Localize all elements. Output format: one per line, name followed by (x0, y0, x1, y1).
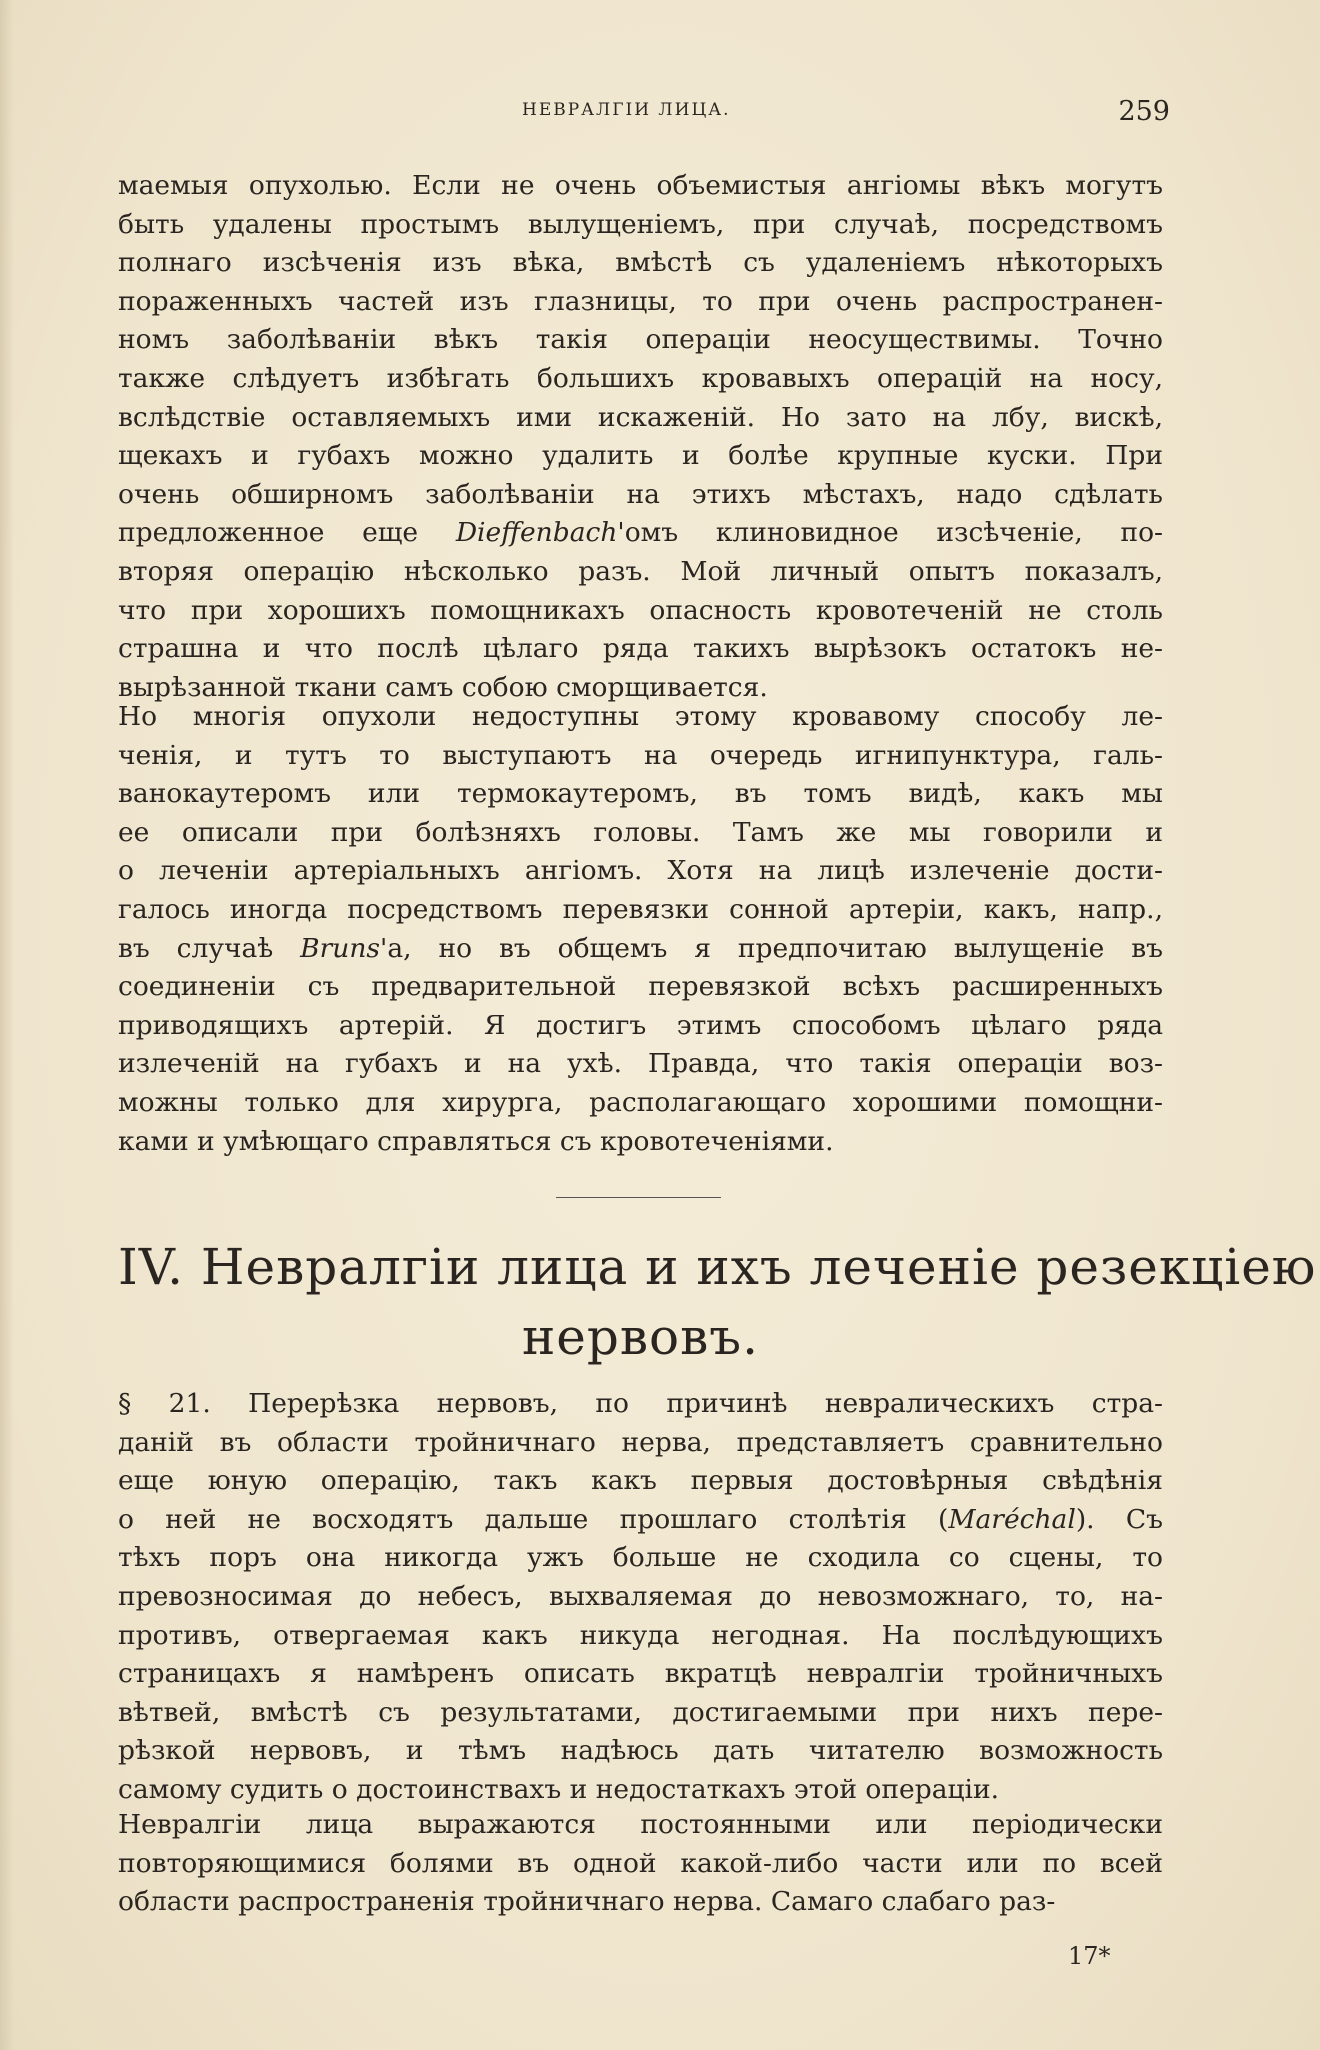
paragraph-3-line (118, 1501, 1163, 1540)
chapter-title-line-2: нервовъ. (521, 1308, 760, 1366)
page-edge-shadow (0, 0, 14, 2050)
chapter-title-line-1: IV. Невралгіи лица и ихъ леченіе резекціею (118, 1238, 1317, 1296)
paragraph-3-line: вѣтвей, вмѣстѣ съ результатами, достигаемыми при нихъ пере- (118, 1696, 1163, 1728)
paragraph-1-line: очень обширномъ заболѣваніи на этихъ мѣстахъ, надо сдѣлать (118, 478, 1163, 510)
page-number: 259 (1118, 96, 1170, 127)
paragraph-3-line: превозносимая до небесъ, выхваляемая до невозможнаго, то, на- (118, 1580, 1163, 1612)
paragraph-3-line: еще юную операцію, такъ какъ первыя достовѣрныя свѣдѣнія (118, 1465, 1163, 1497)
paragraph-4-line: повторяющимися болями въ одной какой-либо части или по всей (118, 1847, 1163, 1879)
text-run: ). Съ (1075, 1503, 1163, 1535)
paragraph-1-line: щекахъ и губахъ можно удалить и болѣе крупные куски. При (118, 440, 1163, 472)
page-header (170, 96, 1170, 136)
paragraph-1-line: маемыя опухолью. Если не очень объемистыя ангіомы вѣкъ могутъ (118, 170, 1163, 201)
paragraph-1-line: вторяя операцію нѣсколько разъ. Мой личный опытъ показалъ, (118, 555, 1163, 587)
paragraph-3-line: противъ, отвергаемая какъ никуда негодная. На послѣдующихъ (118, 1619, 1163, 1651)
paragraph-2-line: галось иногда посредствомъ перевязки сонной артеріи, какъ, напр., (118, 893, 1163, 925)
paragraph-1-line: что при хорошихъ помощникахъ опасность кровотеченій не столь (118, 594, 1163, 626)
running-head: НЕВРАЛГІИ ЛИЦА. (522, 100, 731, 120)
paragraph-1-line: номъ заболѣваніи вѣкъ такія операціи неосуществимы. Точно (118, 324, 1163, 356)
text-run: о ней не восходятъ дальше прошлаго столѣтія ( (118, 1503, 949, 1535)
paragraph-2 (118, 698, 1163, 1161)
paragraph-2-line: соединеніи съ предварительной перевязкой всѣхъ расширенныхъ (118, 971, 1163, 1003)
paragraph-1-line: пораженныхъ частей изъ глазницы, то при очень распространен- (118, 285, 1163, 317)
paragraph-3-line: рѣзкой нервовъ, и тѣмъ надѣюсь дать читателю возможность (118, 1735, 1163, 1767)
text-run: предложенное еще (118, 517, 456, 549)
paragraph-3-line: даній въ области тройничнаго нерва, представляетъ сравнительно (118, 1426, 1163, 1458)
chapter-title (118, 1232, 1317, 1372)
italic-name: Maréchal (948, 1503, 1076, 1535)
paragraph-3-line: самому судить о достоинствахъ и недостаткахъ этой операціи. (118, 1773, 1000, 1805)
paragraph-1-line: вслѣдствіе оставляемыхъ ими искаженій. Но зато на лбу, вискѣ, (118, 401, 1163, 433)
paragraph-2-line: Но многія опухоли недоступны этому кровавому способу ле- (118, 701, 1163, 732)
section-divider (556, 1197, 721, 1198)
paragraph-1 (118, 167, 1163, 707)
paragraph-2-line: излеченій на губахъ и на ухѣ. Правда, что такія операціи воз- (118, 1048, 1163, 1080)
paragraph-1-line: также слѣдуетъ избѣгать большихъ кровавыхъ операцій на носу, (118, 362, 1163, 394)
paragraph-4 (118, 1806, 1163, 1922)
text-run: 'а, но въ общемъ я предпочитаю вылущеніе въ (380, 932, 1163, 964)
paragraph-1-line: полнаго изсѣченія изъ вѣка, вмѣстѣ съ удаленіемъ нѣкоторыхъ (118, 247, 1163, 279)
paragraph-1-line: вырѣзанной ткани самъ собою сморщивается. (118, 671, 768, 703)
italic-name: Dieffenbach (455, 517, 618, 549)
paragraph-2-line: приводящихъ артерій. Я достигъ этимъ способомъ цѣлаго ряда (118, 1009, 1163, 1041)
paragraph-2-line (118, 930, 1163, 969)
signature-mark: 17* (1068, 1942, 1111, 1970)
paragraph-2-line: ками и умѣющаго справляться съ кровотеченіями. (118, 1125, 834, 1157)
paragraph-3-line: страницахъ я намѣренъ описать вкратцѣ невралгіи тройничныхъ (118, 1658, 1163, 1690)
paragraph-3-line: тѣхъ поръ она никогда ужъ больше не сходила со сцены, то (118, 1542, 1163, 1574)
paragraph-3-line: § 21. Перерѣзка нервовъ, по причинѣ невралическихъ стра- (118, 1388, 1163, 1419)
paragraph-1-line: страшна и что послѣ цѣлаго ряда такихъ вырѣзокъ остатокъ не- (118, 633, 1163, 665)
italic-name: Bruns (300, 932, 381, 964)
paragraph-2-line: ее описали при болѣзняхъ головы. Тамъ же мы говорили и (118, 816, 1163, 848)
paragraph-3 (118, 1385, 1163, 1810)
text-run: 'омъ клиновидное изсѣченіе, по- (617, 517, 1163, 549)
paragraph-4-line: области распространенія тройничнаго нерва. Самаго слабаго раз- (118, 1886, 1056, 1918)
paragraph-1-line (118, 514, 1163, 553)
paragraph-4-line: Невралгіи лица выражаются постоянными или періодически (118, 1809, 1163, 1840)
paragraph-1-line: быть удалены простымъ вылущеніемъ, при случаѣ, посредствомъ (118, 208, 1163, 240)
paragraph-2-line: о леченіи артеріальныхъ ангіомъ. Хотя на лицѣ излеченіе дости- (118, 855, 1163, 887)
paragraph-2-line: ченія, и тутъ то выступаютъ на очередь игнипунктура, галь- (118, 739, 1163, 771)
paragraph-2-line: ванокаутеромъ или термокаутеромъ, въ томъ видѣ, какъ мы (118, 778, 1163, 810)
text-run: въ случаѣ (118, 932, 301, 964)
paragraph-2-line: можны только для хирурга, располагающаго хорошими помощни- (118, 1086, 1163, 1118)
